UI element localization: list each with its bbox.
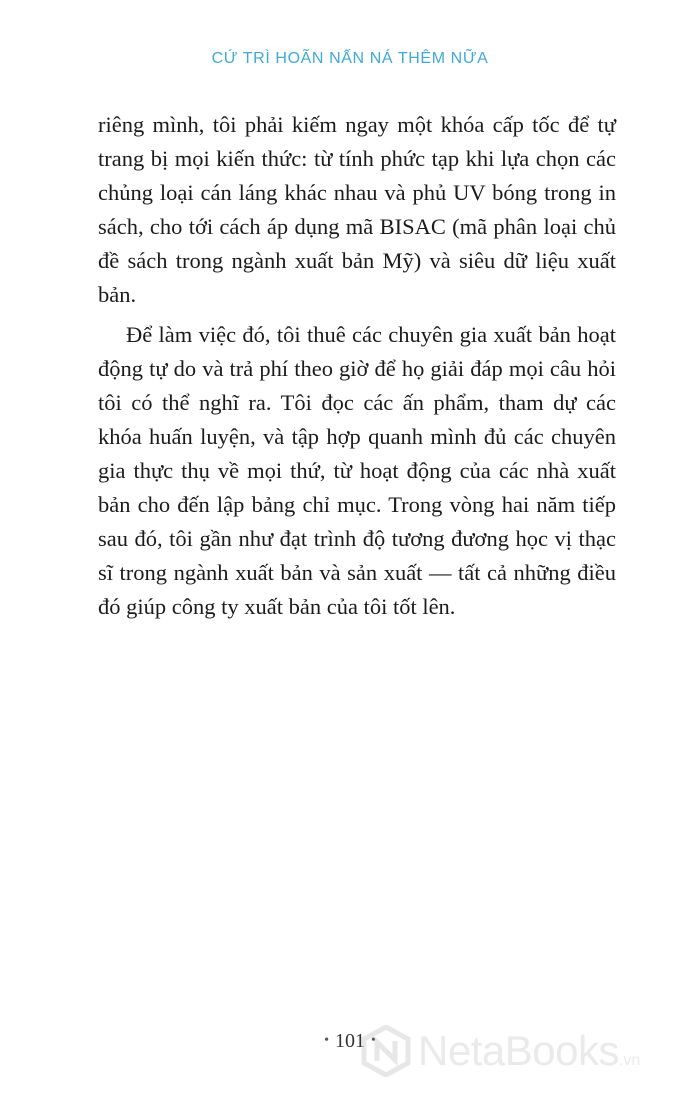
paragraph-1: riêng mình, tôi phải kiếm ngay một khóa cấp tốc để tự trang bị mọi kiến thức: từ tính phức tạp khi lựa chọn các chủng loại cán láng khác nhau và phủ UV bóng trong in sách, cho tới cách áp dụng mã BISAC (mã phân loại chủ đề sách trong ngành xuất bản Mỹ) và siêu dữ liệu xuất bản. [98,112,616,307]
watermark-brand: NetaBooks [418,1027,619,1074]
running-header: CỨ TRÌ HOÃN NẤN NÁ THÊM NỮA [211,50,489,67]
watermark-text [418,1027,640,1075]
body-text [98,108,616,624]
watermark [360,1025,640,1077]
dot-ornament-left: • [324,1033,329,1048]
dot-ornament-right: • [371,1033,376,1048]
netabooks-logo-icon [360,1025,412,1077]
watermark-suffix: .vn [618,1052,641,1069]
page-number-value: 101 [335,1030,365,1052]
paragraph-2: Để làm việc đó, tôi thuê các chuyên gia xuất bản hoạt động tự do và trả phí theo giờ để họ giải đáp mọi câu hỏi tôi có thể nghĩ ra. Tôi đọc các ấn phẩm, tham dự các khóa huấn luyện, và tập hợp quanh mình đủ các chuyên gia thực thụ về mọi thứ, từ hoạt động của các nhà xuất bản cho đến lập bảng chỉ mục. Trong vòng hai năm tiếp sau đó, tôi gần như đạt trình độ tương đương học vị thạc sĩ trong ngành xuất bản và sản xuất — tất cả những điều đó giúp công ty xuất bản của tôi tốt lên. [98,322,616,619]
